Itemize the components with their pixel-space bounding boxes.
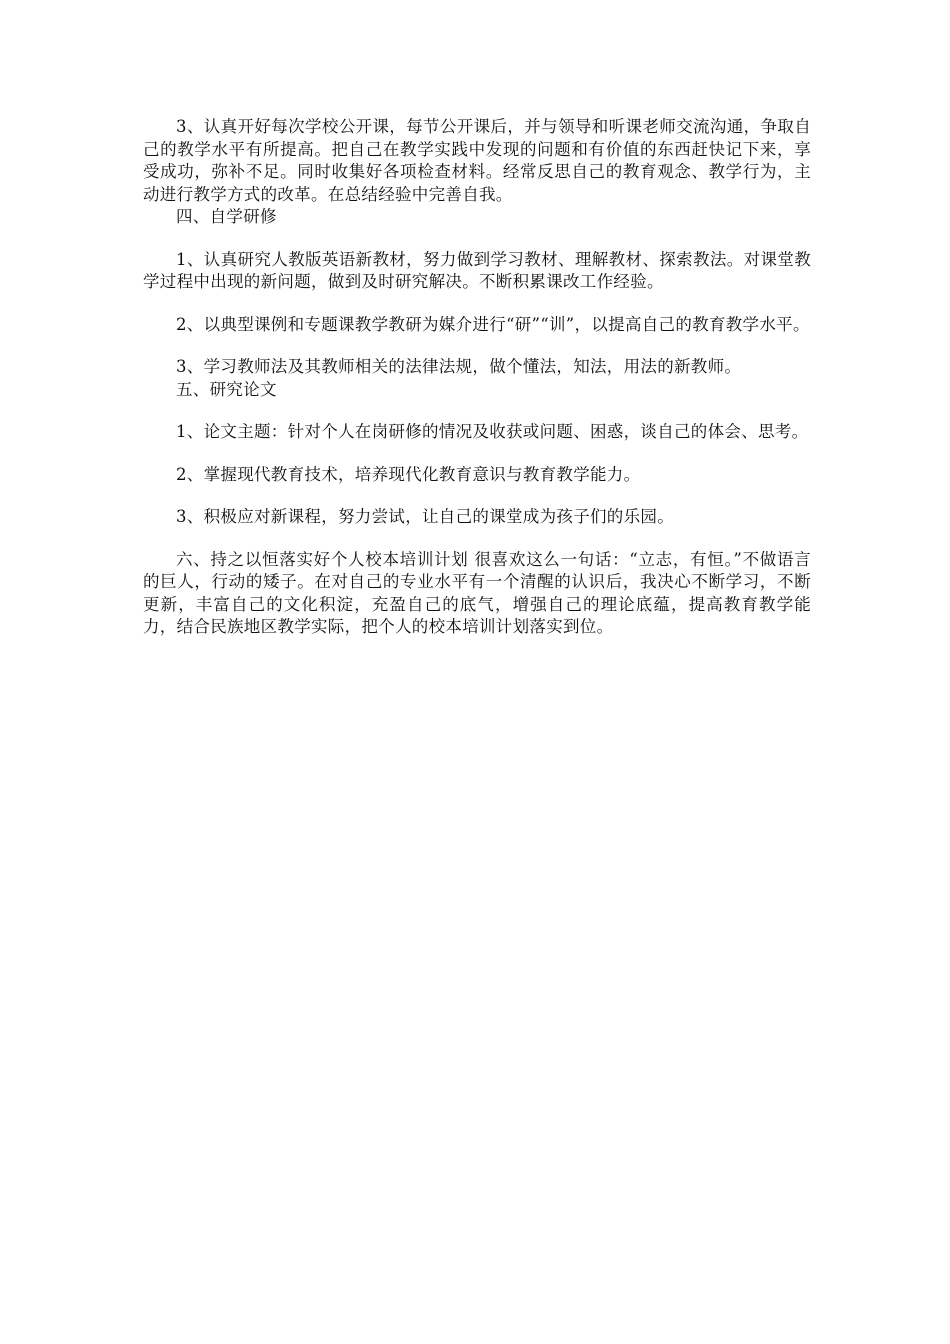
section-heading-self-study: 四、自学研修 xyxy=(176,207,277,226)
paragraph-teacher-law: 3、学习教师法及其教师相关的法律法规，做个懂法，知法，用法的新教师。 xyxy=(176,357,742,376)
document-body xyxy=(143,116,811,639)
paragraph-paper-topic: 1、论文主题：针对个人在岗研修的情况及收获或问题、困惑，谈自己的体会、思考。 xyxy=(176,422,809,441)
paragraph-open-class: 3、认真开好每次学校公开课，每节公开课后，并与领导和听课老师交流沟通，争取自己的教学水平有所提高。把自己在教学实践中发现的问题和有价值的东西赶快记下来，享受成功，弥补不足。同时收集好各项检查材料。经常反思自己的教育观念、教学行为，主动进行教学方式的改革。在总结经验中完善自我。 xyxy=(143,117,811,204)
paragraph-typical-lessons: 2、以典型课例和专题课教学教研为媒介进行“研”“训”，以提高自己的教育教学水平。 xyxy=(176,314,810,334)
section-heading-research-paper: 五、研究论文 xyxy=(176,379,277,399)
paragraph-modern-tech: 2、掌握现代教育技术，培养现代化教育意识与教育教学能力。 xyxy=(176,464,641,484)
paragraph-study-textbook: 1、认真研究人教版英语新教材，努力做到学习教材、理解教材、探索教法。对课堂教学过程中出现的新问题，做到及时研究解决。不断积累课改工作经验。 xyxy=(143,249,811,291)
paragraph-new-curriculum: 3、积极应对新课程，努力尝试，让自己的课堂成为孩子们的乐园。 xyxy=(176,507,674,526)
paragraph-perseverance: 六、持之以恒落实好个人校本培训计划 很喜欢这么一句话：“立志，有恒。”不做语言的巨人，行动的矮子。在对自己的专业水平有一个清醒的认识后，我决心不断学习，不断更新，丰富自己的文化积淀，充盈自己的底气，增强自己的理论底蕴，提高教育教学能力，结合民族地区教学实际，把个人的校本培训计划落实到位。 xyxy=(143,549,811,636)
